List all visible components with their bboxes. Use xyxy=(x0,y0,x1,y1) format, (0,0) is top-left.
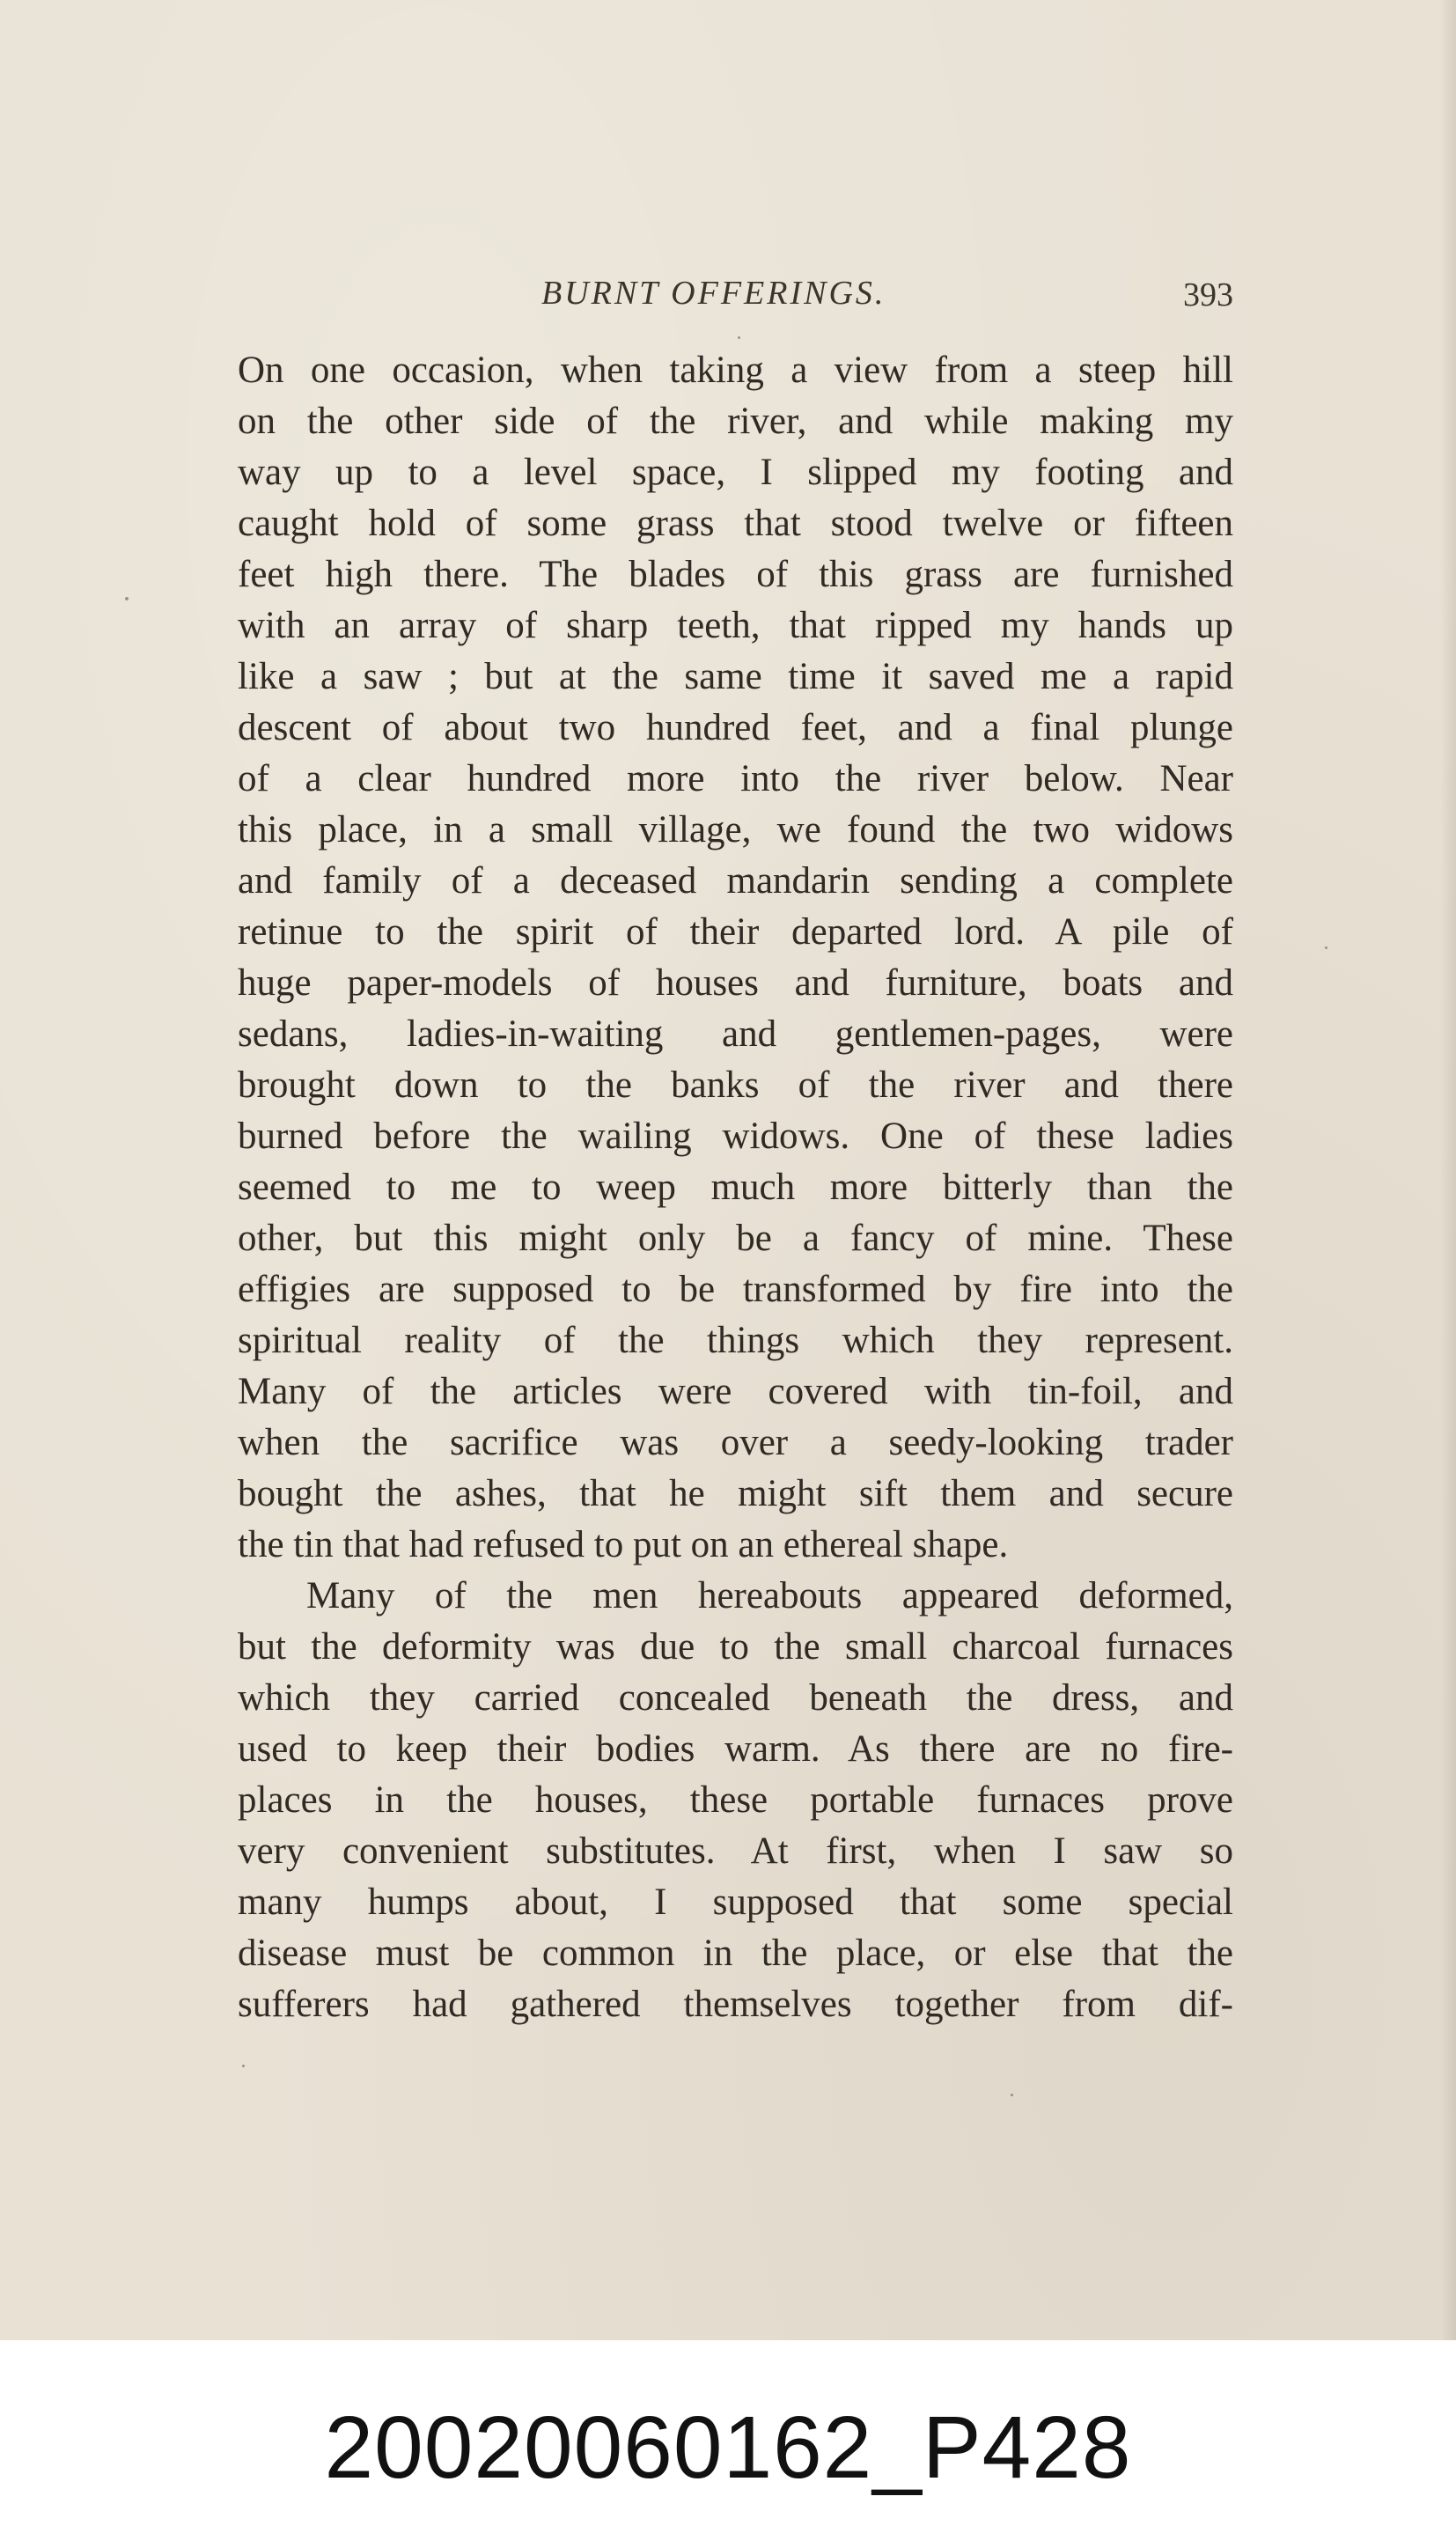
text-line: and family of a deceased mandarin sending a complete xyxy=(238,860,1233,902)
text-line: bought the ashes, that he might sift them and secure xyxy=(238,1473,1233,1514)
text-line: sufferers had gathered themselves together from dif- xyxy=(238,1984,1233,2025)
text-line: which they carried concealed beneath the dress, and xyxy=(238,1677,1233,1719)
text-line: feet high there. The blades of this grass are furnished xyxy=(238,554,1233,595)
text-line: retinue to the spirit of their departed lord. A pile of xyxy=(238,911,1233,953)
text-line: caught hold of some grass that stood twelve or fifteen xyxy=(238,503,1233,544)
text-line: very convenient substitutes. At first, when I saw so xyxy=(238,1830,1233,1872)
text-line: spiritual reality of the things which they represent. xyxy=(238,1320,1233,1361)
text-line: this place, in a small village, we found the two widows xyxy=(238,809,1233,851)
text-line: Many of the articles were covered with tin-foil, and xyxy=(238,1371,1233,1412)
text-line: brought down to the banks of the river and there xyxy=(238,1064,1233,1106)
text-line: sedans, ladies-in-waiting and gentlemen-pages, were xyxy=(238,1013,1233,1055)
text-line: effigies are supposed to be transformed by fire into the xyxy=(238,1269,1233,1310)
text-line: on the other side of the river, and while making my xyxy=(238,401,1233,442)
body-text xyxy=(238,345,1233,2030)
text-line: seemed to me to weep much more bitterly than the xyxy=(238,1167,1233,1208)
text-line: many humps about, I supposed that some special xyxy=(238,1882,1233,1923)
text-line: when the sacrifice was over a seedy-looking trader xyxy=(238,1422,1233,1463)
text-line: but the deformity was due to the small charcoal furnaces xyxy=(238,1626,1233,1668)
text-line: way up to a level space, I slipped my footing and xyxy=(238,452,1233,493)
text-line: other, but this might only be a fancy of mine. These xyxy=(238,1218,1233,1259)
text-line: burned before the wailing widows. One of these ladies xyxy=(238,1116,1233,1157)
paper-speck xyxy=(1011,2094,1013,2096)
text-line: disease must be common in the place, or else that the xyxy=(238,1933,1233,1974)
text-line: like a saw ; but at the same time it saved me a rapid xyxy=(238,656,1233,697)
text-line: used to keep their bodies warm. As there are no fire- xyxy=(238,1728,1233,1770)
text-line: On one occasion, when taking a view from a steep hill xyxy=(238,350,1233,391)
running-title: BURNT OFFERINGS. xyxy=(541,275,886,312)
text-line: Many of the men hereabouts appeared deformed, xyxy=(306,1575,1233,1616)
text-line: of a clear hundred more into the river below. Near xyxy=(238,758,1233,799)
paper-speck xyxy=(1325,946,1327,949)
paper-speck xyxy=(125,597,129,600)
page-number: 393 xyxy=(1183,276,1233,313)
paper-speck xyxy=(738,336,740,339)
text-line: with an array of sharp teeth, that ripped my hands up xyxy=(238,605,1233,646)
catalog-label-strip xyxy=(0,2340,1456,2548)
text-line: huge paper-models of houses and furniture, boats and xyxy=(238,962,1233,1004)
text-line: descent of about two hundred feet, and a final plunge xyxy=(238,707,1233,748)
running-head xyxy=(238,269,1233,321)
paper-speck xyxy=(242,2065,245,2067)
text-line: the tin that had refused to put on an ethereal shape. xyxy=(238,1524,1009,1565)
catalog-label: 20020060162_P428 xyxy=(324,2398,1132,2497)
text-line: places in the houses, these portable furnaces prove xyxy=(238,1779,1233,1821)
